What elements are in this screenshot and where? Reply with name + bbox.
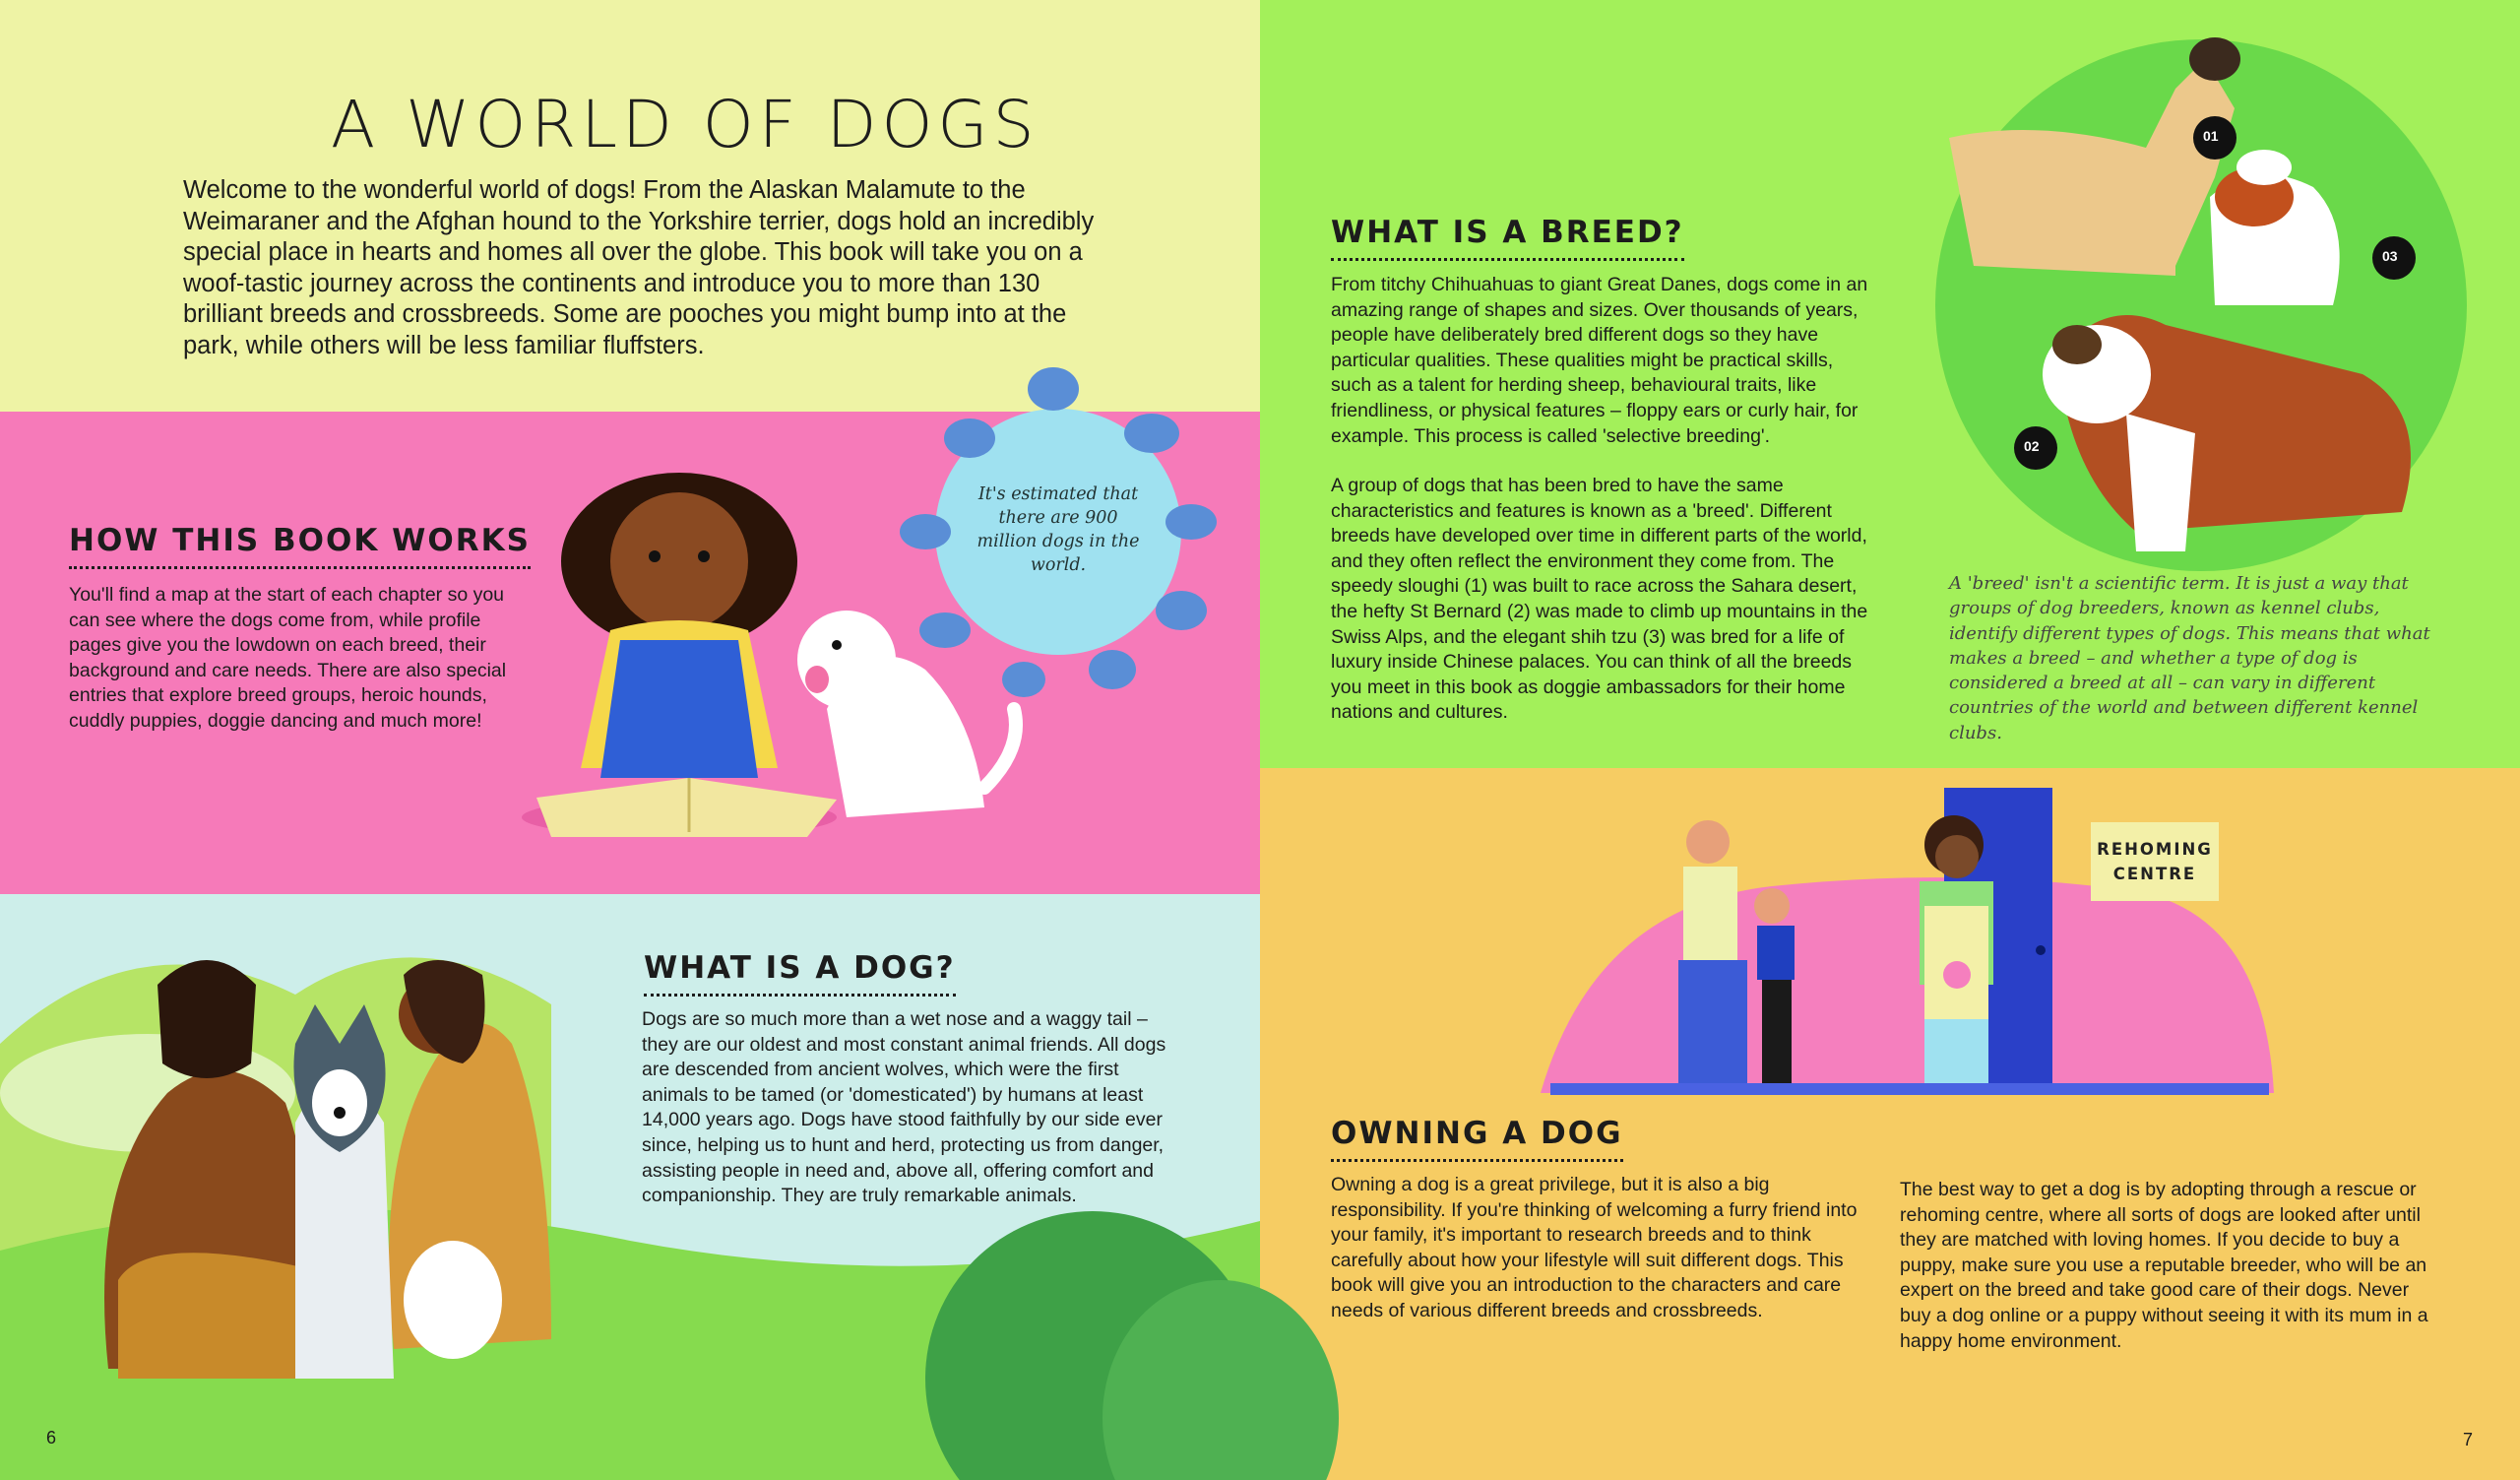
paw-label-01: 01 [2203, 128, 2219, 144]
sign-line-2: CENTRE [2112, 865, 2197, 883]
page-number-left: 6 [46, 1428, 57, 1448]
breed-note: A 'breed' isn't a scientific term. It is just a way that groups of dog breeders, known as kennel clubs, identify different types of dogs. This means that what makes a breed – and whether a type of dog is considered a breed at all – can vary in different countries of the world and between different kennel clubs. [1949, 573, 2430, 743]
page-number-right: 7 [2463, 1430, 2474, 1449]
paw-label-02: 02 [2024, 438, 2040, 454]
how-this-book-works-heading: HOW THIS BOOK WORKS [69, 523, 531, 569]
globe-caption: It's estimated that there are 900 million dogs in the world. [976, 484, 1140, 575]
owning-a-dog-heading: OWNING A DOG [1331, 1116, 1623, 1162]
owning-a-dog-paragraph-2: The best way to get a dog is by adopting through a rescue or rehoming centre, where all sorts of dogs are looked after until they are matched with loving homes. If you decide to buy a puppy, make sure you use a reputable breeder, who will be an expert on the breed and take good care of their dogs. Never buy a dog online or a puppy without seeing it with its mum in a happy home environment. [1900, 1179, 2428, 1352]
intro-paragraph: Welcome to the wonderful world of dogs! From the Alaskan Malamute to the Weimaraner and the Afghan hound to the Yorkshire terrier, dogs hold an incredibly special place in hearts and homes all over the globe. This book will take you on a woof-tastic journey across the continents and introduce you to more than 130 brilliant breeds and crossbreeds. Some are pooches you might bump into at the park, while others will be less familiar fluffsters. [183, 176, 1095, 359]
owning-a-dog-paragraph-1: Owning a dog is a great privilege, but it is also a big responsibility. If you're thinking of welcoming a furry friend into your family, it's important to research breeds and to think carefully about how your lifestyle will suit different dogs. This book will give you an introduction to the characters and care needs of various different breeds and crossbreeds. [1331, 1174, 1858, 1321]
what-is-a-breed-paragraph-2: A group of dogs that has been bred to have the same characteristics and features is known as a 'breed'. Different breeds have developed over time in different parts of the world, and they often reflect the environment they come from. The speedy sloughi (1) was built to race across the Sahara desert, the hefty St Bernard (2) was made to climb up mountains in the Swiss Alps, and the elegant shih tzu (3) was bred for a life of luxury inside Chinese palaces. You can think of all the breeds you meet in this book as doggie ambassadors for their home nations and cultures. [1331, 475, 1868, 724]
how-this-book-works-text: You'll find a map at the start of each chapter so you can see where the dogs come from, while profile pages give you the lowdown on each breed, their background and care needs. There are also special entries that explore breed groups, heroic hounds, cuddly puppies, doggie dancing and much more! [69, 584, 507, 732]
paw-label-03: 03 [2382, 248, 2398, 264]
girl-reading-illustration [522, 473, 837, 837]
rehoming-centre-sign [2091, 822, 2219, 901]
what-is-a-dog-heading: WHAT IS A DOG? [644, 950, 956, 997]
what-is-a-dog-text: Dogs are so much more than a wet nose and a waggy tail – they are our oldest and most constant animal friends. All dogs are descended from ancient wolves, which were the first animals to be tamed (or 'domesticated') by humans at least 14,000 years ago. Dogs have stood faithfully by our side ever since, helping us to hunt and herd, protecting us from danger, assisting people in need and, above all, offering comfort and companionship. They are truly remarkable animals. [642, 1008, 1166, 1207]
sign-line-1: REHOMING [2097, 840, 2213, 859]
what-is-a-breed-paragraph-1: From titchy Chihuahuas to giant Great Danes, dogs come in an amazing range of shapes and sizes. Over thousands of years, people have deliberately bred different dogs so they have particular qualities. These qualities might be practical skills, such as a talent for herding sheep, behavioural traits, like friendliness, or physical features – floppy ears or curly hair, for example. This process is called 'selective breeding'. [1331, 274, 1868, 447]
white-puppy-illustration [797, 611, 1016, 817]
breeds-illustration [1935, 37, 2467, 571]
page-title: A WORLD OF DOGS [331, 87, 1040, 162]
what-is-a-breed-heading: WHAT IS A BREED? [1331, 215, 1684, 261]
